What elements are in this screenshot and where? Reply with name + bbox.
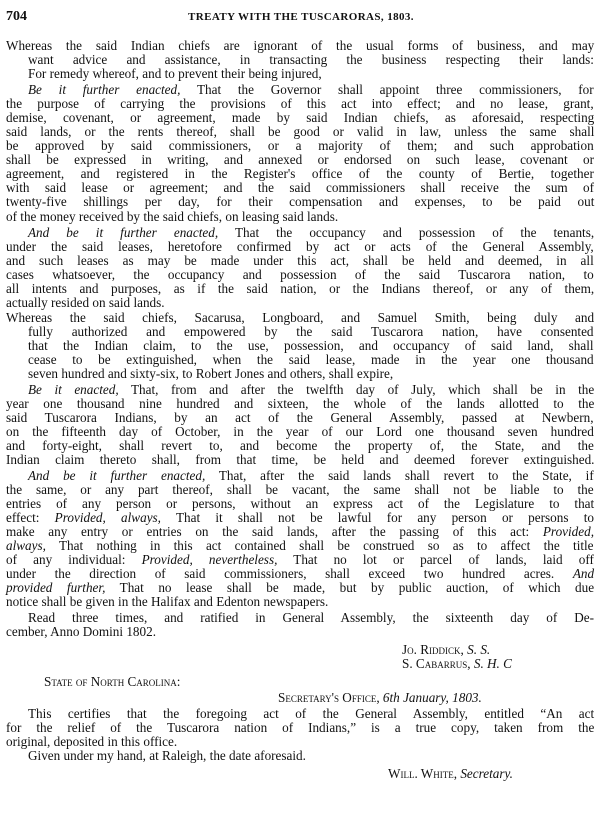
body-line: [6, 282, 594, 296]
body-line: [28, 226, 594, 240]
text-run: actually resided on said lands.: [6, 295, 165, 310]
text-run: for the relief of the Tuscarora nation of Indians,” is a true copy, taken from the: [6, 720, 595, 735]
text-run: Will. White,: [388, 766, 458, 781]
running-title: TREATY WITH THE TUSCARORAS, 1803.: [188, 11, 414, 23]
body-line: [6, 210, 338, 224]
body-line: [6, 525, 594, 539]
text-run: and such leases as may be made under this act, shall be held and deemed, in all: [6, 253, 594, 268]
text-run: agreement, and registered in the Register's office of the county of Bertie, together: [6, 166, 594, 181]
text-run: That it shall not be lawful for any person or persons to: [160, 510, 594, 525]
text-run: cember, Anno Domini 1802.: [6, 624, 157, 639]
text-run: That the occupancy and possession of the tenants,: [218, 225, 595, 240]
body-line: [6, 539, 594, 553]
body-line: [6, 595, 328, 609]
text-run: Secretary.: [460, 766, 513, 781]
text-run: with said lease or agreement; and the said commissioners shall receive the sum of: [6, 180, 595, 195]
body-line: [28, 67, 322, 81]
body-line: [28, 53, 594, 67]
text-run: demise, covenant, or agreement, made by said Indian chiefs, as aforesaid, respecting: [6, 110, 595, 125]
text-run: That no lease shall be made, but by public auction, of which due: [105, 580, 595, 595]
text-run: cease to be extinguished, when the said lease, made in the year one thousand: [28, 352, 594, 367]
body-line: [6, 111, 594, 125]
body-line: [28, 383, 594, 397]
text-run: That, from and after the twelfth day of July, which shall be in the: [118, 382, 595, 397]
body-line: [6, 268, 594, 282]
body-line: [6, 439, 594, 453]
text-run: that the Indian claim, to the use, possession, and occupancy of said land, shall: [28, 338, 594, 353]
text-run: year one thousand nine hundred and sixteen, the whole of the lands allotted to the: [6, 396, 595, 411]
body-line: [6, 153, 594, 167]
body-line: [6, 581, 594, 595]
text-run: and forty-eight, shall revert to, and become the property of, the State, and the: [6, 438, 594, 453]
text-run: That no lot or parcel of lands, laid off: [277, 552, 594, 567]
text-run: Be it further enacted,: [28, 82, 181, 97]
body-line: [6, 483, 594, 497]
text-run: be approved by said commissioners, or a majority of them; and such approbation: [6, 138, 594, 153]
body-line: [6, 181, 594, 195]
state-heading: [44, 675, 180, 689]
text-run: 6th January, 1803.: [382, 690, 482, 705]
text-run: want advice and assistance, in transacting the business respecting their lands:: [28, 52, 594, 67]
text-run: S. Cabarrus,: [402, 656, 471, 671]
certificate-line: [28, 749, 306, 763]
body-line: [28, 367, 393, 381]
text-run: of any individual:: [6, 552, 142, 567]
text-run: cases whatsoever, the occupancy and possession of the said Tuscarora nation, to: [6, 267, 594, 282]
page-header: [6, 9, 596, 25]
certificate-line: [6, 735, 177, 749]
text-run: entries of any person or persons, without an express act of the Legislature to that: [6, 496, 595, 511]
text-run: the same, or any part thereof, shall be vacant, the same shall not be liable to the: [6, 482, 594, 497]
body-line: [6, 39, 594, 53]
text-run: under the direction of said commissioners, shall exceed two hundred acres.: [6, 566, 573, 581]
body-line: [6, 125, 594, 139]
body-line: [6, 567, 594, 581]
body-line: [6, 497, 594, 511]
body-line: [6, 296, 165, 310]
text-run: State of North Carolina:: [44, 674, 181, 689]
text-run: Whereas the said Indian chiefs are ignorant of the usual forms of business, and may: [6, 38, 595, 53]
text-run: Provided,: [542, 524, 595, 539]
text-run: S. H. C: [473, 656, 512, 671]
body-line: [6, 397, 594, 411]
text-run: seven hundred and sixty-six, to Robert Jones and others, shall expire,: [28, 366, 394, 381]
text-run: original, deposited in this office.: [6, 734, 178, 749]
body-line: [28, 83, 594, 97]
body-line: [28, 339, 594, 353]
text-run: Secretary's Office,: [278, 690, 380, 705]
text-run: Be it enacted,: [28, 382, 119, 397]
text-run: And be it further enacted,: [28, 468, 206, 483]
text-run: said lands, or the rents thereof, shall be good or valid in law, unless the same shall: [6, 124, 595, 139]
body-line: [6, 240, 594, 254]
text-run: all intents and purposes, as if the said nation, or the Indians thereof, or any of them,: [6, 281, 595, 296]
body-line: [6, 625, 156, 639]
page-number: 704: [6, 9, 27, 24]
text-run: fully authorized and empowered by the said Tuscarora nation, have consented: [28, 324, 594, 339]
text-run: Jo. Riddick,: [402, 642, 464, 657]
body-line: [6, 139, 594, 153]
body-line: [6, 167, 594, 181]
text-run: make any entry or entries on the said lands, after the passing of this act:: [6, 524, 543, 539]
text-run: That the Governor shall appoint three commissioners, for: [180, 82, 594, 97]
text-run: the purpose of carrying the provisions of this act into effect; and no lease, grant,: [6, 96, 594, 111]
body-line: [6, 511, 594, 525]
signature-line: [402, 657, 512, 671]
text-run: Indian claim thereto shall, from that time, be held and deemed forever extinguished.: [6, 452, 595, 467]
body-line: [6, 311, 594, 325]
text-run: on the fifteenth day of October, in the year of our Lord one thousand seven hundred: [6, 424, 594, 439]
text-run: That, after the said lands shall revert to the State, if: [205, 468, 594, 483]
text-run: under the said leases, heretofore confirmed by act or acts of the General Assembly,: [6, 239, 594, 254]
text-run: effect:: [6, 510, 55, 525]
text-run: For remedy whereof, and to prevent their being injured,: [28, 66, 322, 81]
text-run: Provided, always,: [54, 510, 161, 525]
text-run: notice shall be given in the Halifax and Edenton newspapers.: [6, 594, 329, 609]
text-run: Given under my hand, at Raleigh, the date aforesaid.: [28, 748, 306, 763]
body-line: [28, 611, 594, 625]
text-run: provided further,: [6, 580, 106, 595]
text-run: Provided, nevertheless,: [141, 552, 278, 567]
text-run: Whereas the said chiefs, Sacarusa, Longboard, and Samuel Smith, being duly and: [6, 310, 595, 325]
body-line: [28, 469, 594, 483]
text-run: And: [572, 566, 595, 581]
body-line: [6, 453, 594, 467]
text-run: twenty-five shillings per day, for their compensation and expenses, to be paid out: [6, 194, 595, 209]
text-run: And be it further enacted,: [28, 225, 219, 240]
text-run: always,: [6, 538, 46, 553]
body-line: [6, 97, 594, 111]
certificate-line: [6, 721, 594, 735]
text-run: said Tuscarora Indians, by an act of the General Assembly, passed at Newbern,: [6, 410, 594, 425]
text-run: This certifies that the foregoing act of the General Assembly, entitled “An act: [28, 706, 595, 721]
text-run: Read three times, and ratified in General Assembly, the sixteenth day of De-: [28, 610, 594, 625]
text-run: of the money received by the said chiefs, on leasing said lands.: [6, 209, 339, 224]
text-run: shall be expressed in writing, and annexed or endorsed on such lease, covenant or: [6, 152, 595, 167]
final-signature: [388, 767, 513, 781]
office-line: [278, 691, 482, 705]
body-line: [6, 553, 594, 567]
signature-line: [402, 643, 490, 657]
body-line: [28, 325, 594, 339]
certificate-line: [28, 707, 594, 721]
body-line: [6, 254, 594, 268]
body-line: [6, 411, 594, 425]
text-run: S. S.: [467, 642, 491, 657]
body-line: [6, 425, 594, 439]
body-line: [6, 195, 594, 209]
body-line: [28, 353, 594, 367]
text-run: That nothing in this act contained shall be construed so as to affect the title: [45, 538, 594, 553]
